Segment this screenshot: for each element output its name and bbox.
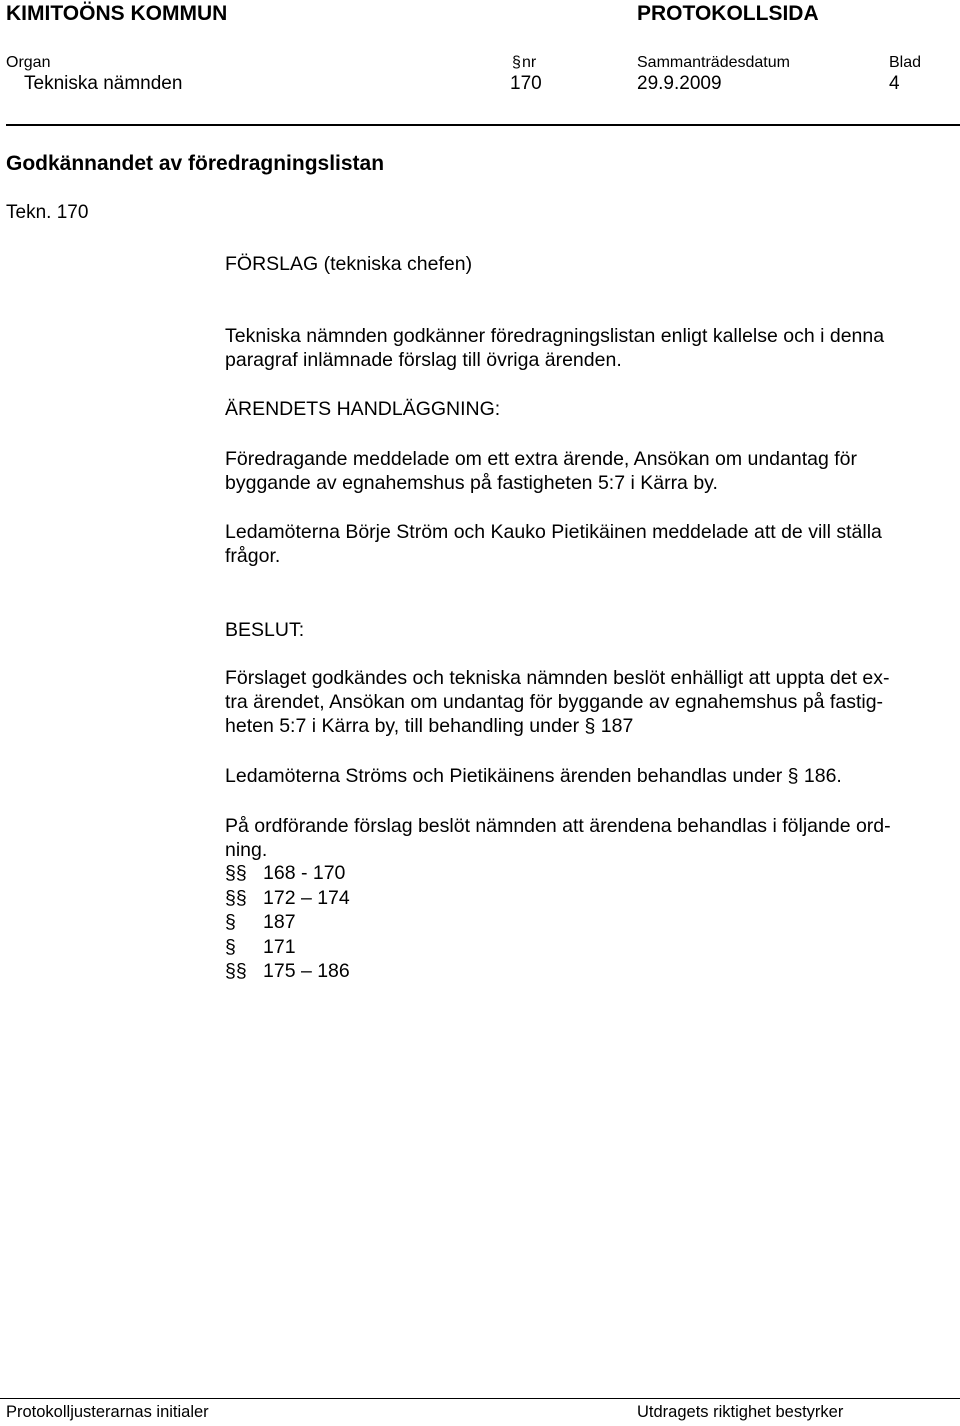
decision-line: heten 5:7 i Kärra by, till behandling under § 187 — [225, 715, 634, 737]
header-divider — [6, 124, 960, 126]
date-value: 29.9.2009 — [637, 73, 722, 94]
page-value: 4 — [889, 73, 900, 94]
list-item — [225, 886, 350, 911]
proposal-line: paragraf inlämnade förslag till övriga ärenden. — [225, 349, 622, 371]
handling-paragraph-1 — [225, 447, 955, 495]
decision-line: ning. — [225, 839, 268, 861]
organ-label: Organ — [6, 54, 51, 71]
decision-line: Ledamöterna Ströms och Pietikäinens ärenden behandlas under § 186. — [225, 765, 842, 787]
proposal-text — [225, 324, 955, 372]
section-range: 187 — [263, 911, 296, 933]
organ-value: Tekniska nämnden — [24, 73, 183, 94]
agenda-heading: Godkännandet av föredragningslistan — [6, 152, 385, 175]
footer-divider — [0, 1398, 960, 1399]
agenda-order-list — [225, 861, 350, 984]
decision-line: På ordförande förslag beslöt nämnden att ärendena behandlas i följande ord- — [225, 815, 891, 837]
section-range: 175 – 186 — [263, 960, 350, 982]
decision-paragraph-3 — [225, 814, 955, 862]
section-range: 168 - 170 — [263, 862, 346, 884]
decision-title: BESLUT: — [225, 619, 305, 641]
list-item — [225, 935, 350, 960]
handling-line: Föredragande meddelade om ett extra ärende, Ansökan om undantag för — [225, 448, 857, 470]
decision-line: Förslaget godkändes och tekniska nämnden beslöt enhälligt att uppta det ex- — [225, 667, 890, 689]
section-symbol: § — [225, 935, 236, 958]
handling-line: Ledamöterna Börje Ström och Kauko Pietikäinen meddelade att de vill ställa — [225, 521, 882, 543]
date-label: Sammanträdesdatum — [637, 54, 790, 71]
section-range: 171 — [263, 935, 296, 958]
handling-title: ÄRENDETS HANDLÄGGNING: — [225, 398, 501, 420]
section-symbol: § — [225, 911, 236, 933]
municipality-name: KIMITOÖNS KOMMUN — [6, 2, 228, 25]
section-range: 172 – 174 — [263, 886, 350, 909]
proposal-title: FÖRSLAG (tekniska chefen) — [225, 253, 473, 275]
handling-line: frågor. — [225, 545, 281, 567]
handling-paragraph-2 — [225, 520, 955, 568]
section-symbol: §§ — [225, 862, 247, 884]
footer-certification-label: Utdragets riktighet bestyrker — [637, 1403, 844, 1421]
section-symbol-label: § — [512, 54, 521, 71]
section-symbol: §§ — [225, 960, 247, 982]
proposal-line: Tekniska nämnden godkänner föredragningslistan enligt kallelse och i denna — [225, 325, 885, 347]
decision-line: tra ärendet, Ansökan om undantag för byggande av egnahemshus på fastig- — [225, 691, 884, 713]
list-item — [225, 910, 350, 935]
decision-paragraph-1 — [225, 666, 955, 738]
list-item — [225, 861, 350, 886]
handling-line: byggande av egnahemshus på fastigheten 5:7 i Kärra by. — [225, 472, 718, 494]
nr-label: nr — [522, 54, 537, 71]
nr-value: 170 — [510, 73, 542, 94]
footer-initials-label: Protokolljusterarnas initialer — [6, 1403, 209, 1421]
list-item — [225, 959, 350, 984]
decision-paragraph-2 — [225, 764, 955, 788]
section-symbol: §§ — [225, 886, 247, 909]
paragraph-number: Tekn. 170 — [6, 202, 89, 223]
document-type: PROTOKOLLSIDA — [637, 2, 819, 25]
page-label: Blad — [889, 54, 922, 71]
